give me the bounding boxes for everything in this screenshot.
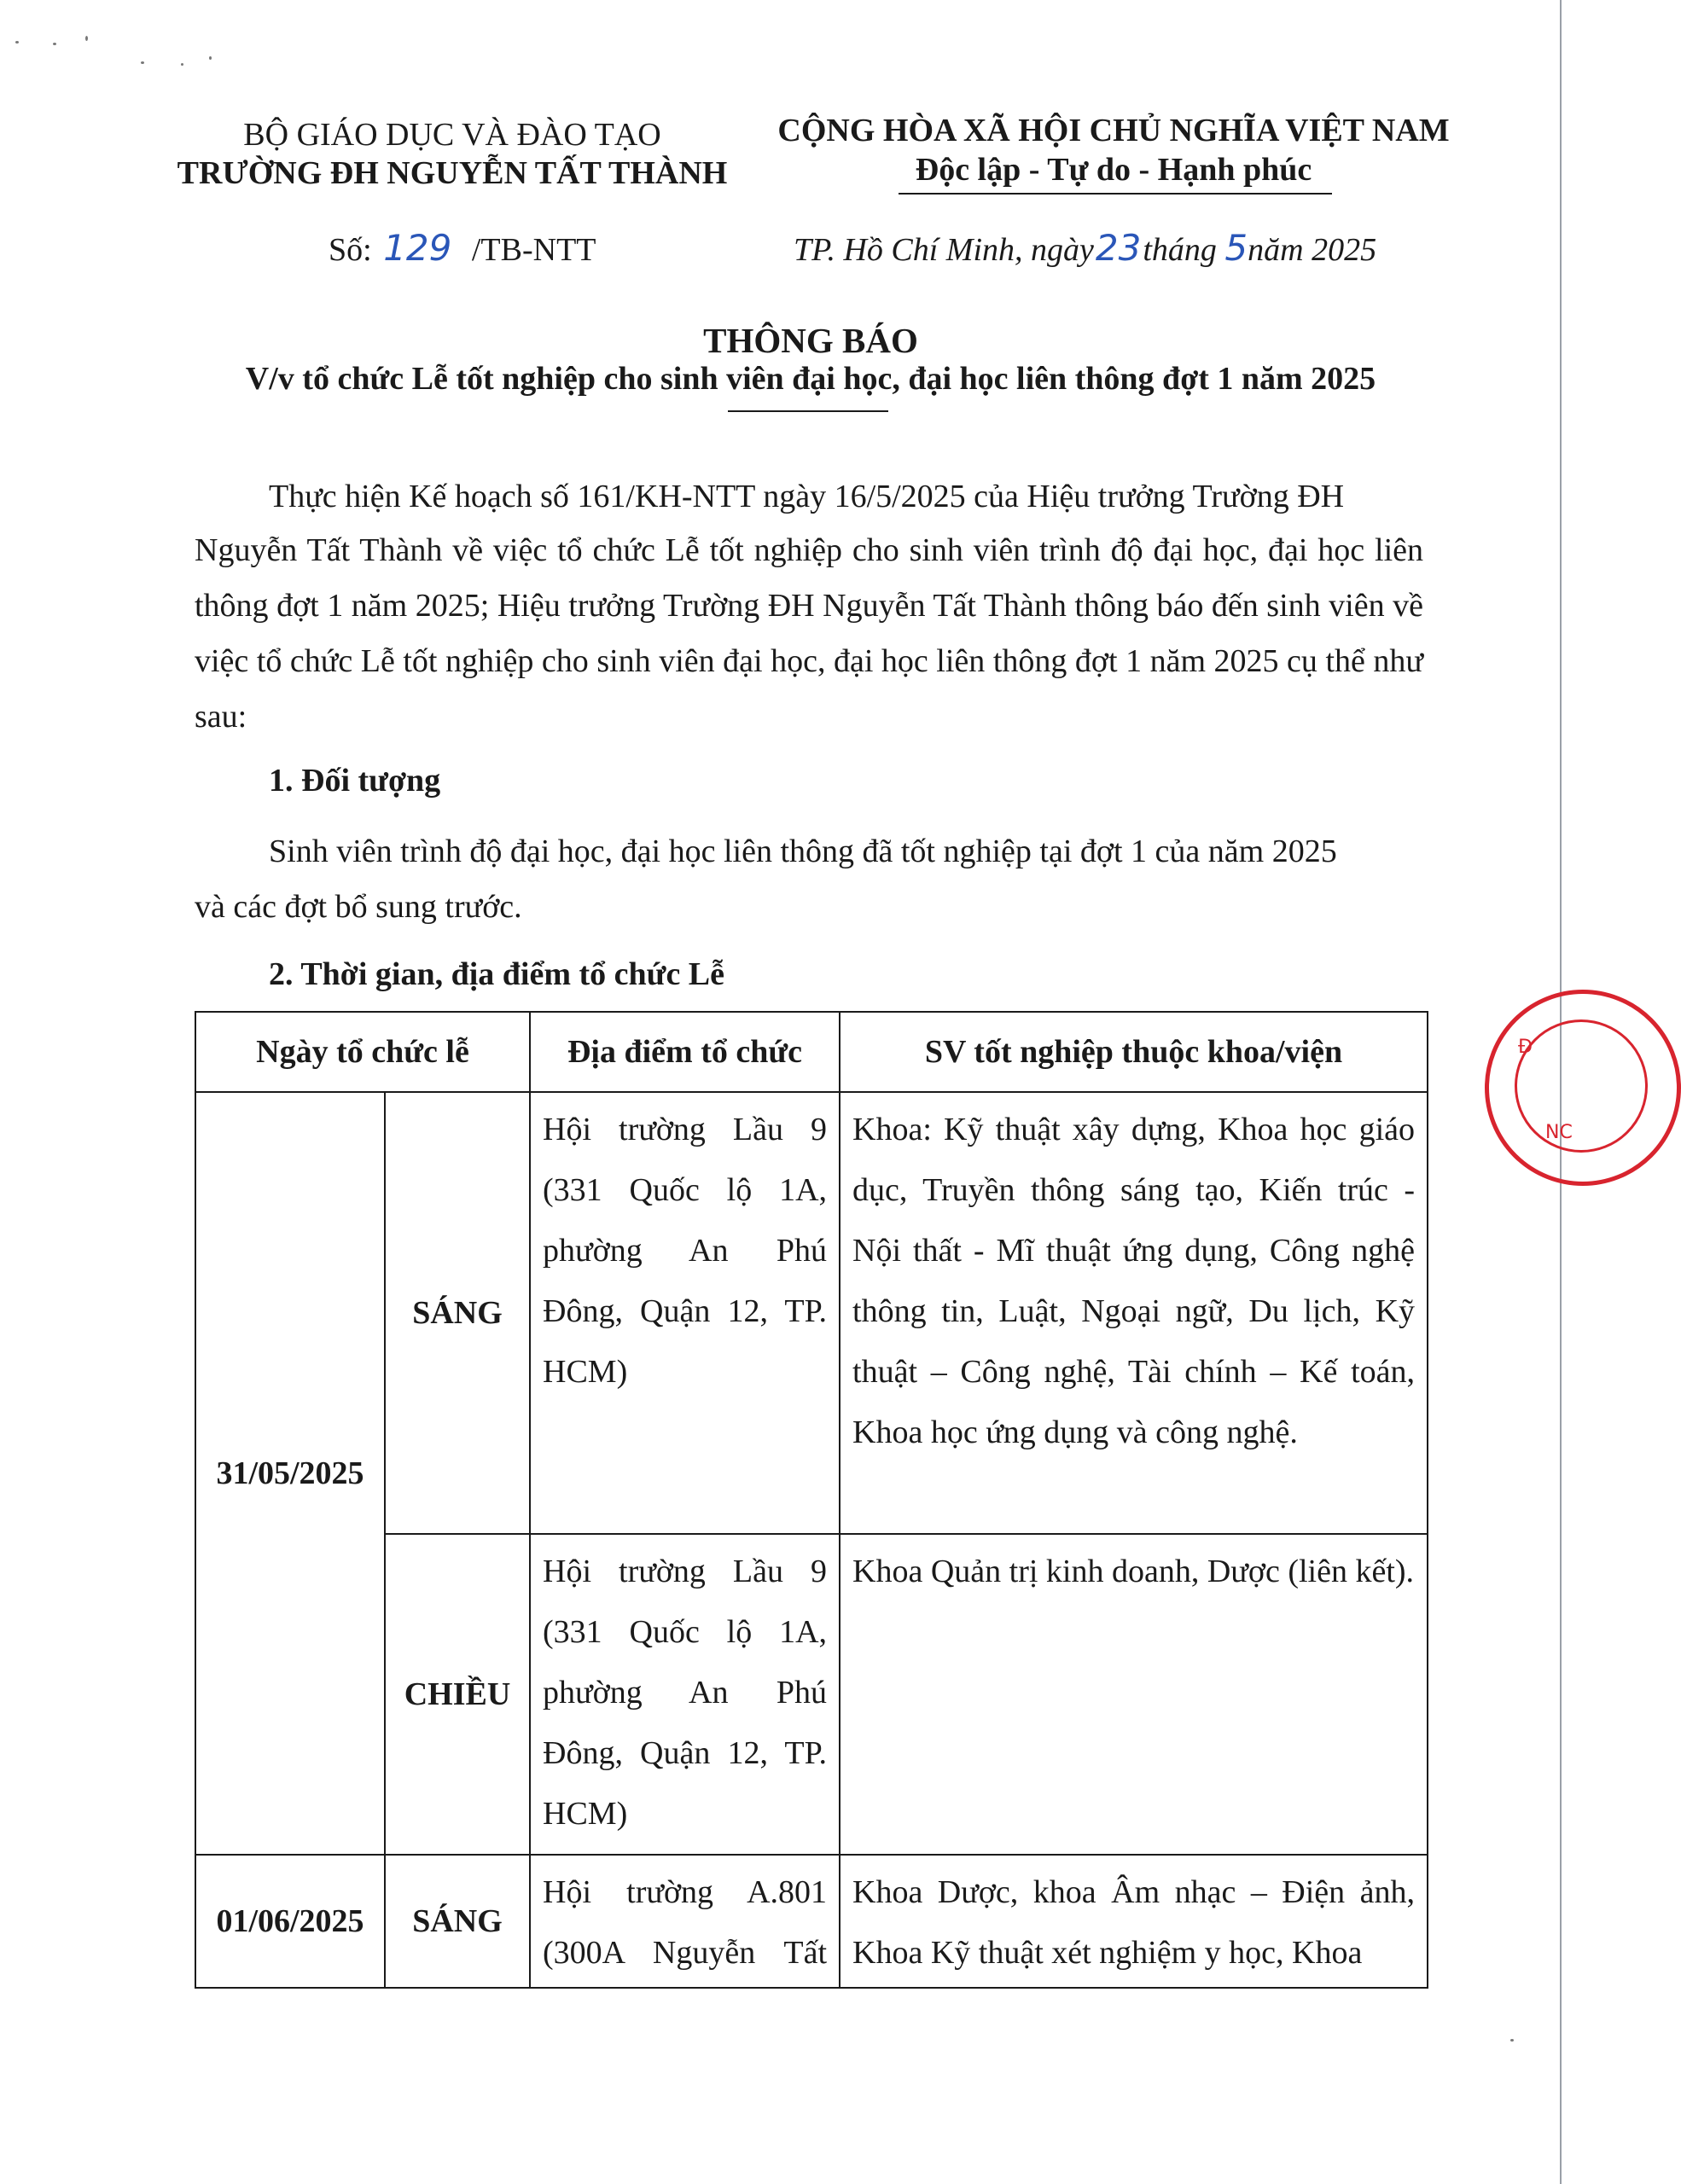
date-cell: 01/06/2025 xyxy=(195,1855,385,1988)
table-row xyxy=(195,1092,1428,1534)
header-location: Địa điểm tổ chức xyxy=(530,1012,840,1092)
schedule-table xyxy=(195,1011,1428,1989)
notice-title: THÔNG BÁO xyxy=(703,321,918,360)
header-faculties: SV tốt nghiệp thuộc khoa/viện xyxy=(840,1012,1428,1092)
location-cell: Hội trường Lầu 9 (331 Quốc lộ 1A, phường An Phú Đông, Quận 12, TP. HCM) xyxy=(530,1534,840,1855)
seal-mark: Ð xyxy=(1518,1037,1533,1058)
section1-line1: Sinh viên trình độ đại học, đại học liên thông đã tốt nghiệp tại đợt 1 của năm 2025 xyxy=(269,834,1337,869)
session-cell: SÁNG xyxy=(385,1092,530,1534)
scan-speck xyxy=(181,63,183,66)
month-label: tháng xyxy=(1143,232,1217,268)
scan-speck xyxy=(15,41,19,44)
subject-underline xyxy=(728,410,888,412)
section1-line2: và các đợt bổ sung trước. xyxy=(195,889,522,925)
scan-speck xyxy=(141,61,144,64)
ministry-name: BỘ GIÁO DỤC VÀ ĐÀO TẠO xyxy=(243,117,661,153)
scan-speck xyxy=(1510,2039,1514,2042)
header-date: Ngày tổ chức lễ xyxy=(195,1012,530,1092)
location-cell: Hội trường A.801 (300A Nguyễn Tất xyxy=(530,1855,840,1988)
notice-subject: V/v tổ chức Lễ tốt nghiệp cho sinh viên đại học, đại học liên thông đợt 1 năm 2025 xyxy=(245,361,1376,397)
scan-speck xyxy=(85,36,88,41)
table-header-row xyxy=(195,1012,1428,1092)
place-date xyxy=(794,229,1376,270)
table-row xyxy=(195,1855,1428,1988)
faculties-cell: Khoa: Kỹ thuật xây dựng, Khoa học giáo dục, Truyền thông sáng tạo, Kiến trúc - Nội thất - Mĩ thuật ứng dụng, Công nghệ thông tin, Luật, Ngoại ngữ, Du lịch, Kỹ thuật – Công nghệ, Tài chính – Kế toán, Khoa học ứng dụng và công nghệ. xyxy=(840,1092,1428,1534)
session-cell: CHIỀU xyxy=(385,1534,530,1855)
faculties-cell: Khoa Dược, khoa Âm nhạc – Điện ảnh, Khoa Kỹ thuật xét nghiệm y học, Khoa xyxy=(840,1855,1428,1988)
handwritten-month: 5 xyxy=(1224,227,1248,269)
number-label: Số: xyxy=(329,232,372,268)
seal-mark: NC xyxy=(1545,1122,1573,1143)
intro-first-line: Thực hiện Kế hoạch số 161/KH-NTT ngày 16/5/2025 của Hiệu trưởng Trường ĐH xyxy=(269,479,1345,514)
handwritten-number: 129 xyxy=(383,227,452,269)
national-motto: Độc lập - Tự do - Hạnh phúc xyxy=(915,152,1312,188)
place-date-prefix: TP. Hồ Chí Minh, ngày xyxy=(794,232,1094,268)
handwritten-day: 23 xyxy=(1095,227,1142,269)
seal-inner-ring xyxy=(1515,1019,1648,1153)
scan-speck xyxy=(209,56,212,60)
section2-heading: 2. Thời gian, địa điểm tổ chức Lễ xyxy=(269,956,725,992)
session-cell: SÁNG xyxy=(385,1855,530,1988)
red-seal xyxy=(1485,990,1681,1186)
location-cell: Hội trường Lầu 9 (331 Quốc lộ 1A, phường An Phú Đông, Quận 12, TP. HCM) xyxy=(530,1092,840,1534)
document-number xyxy=(329,229,596,270)
year-text: năm 2025 xyxy=(1248,232,1377,268)
motto-underline xyxy=(899,193,1332,195)
scan-speck xyxy=(53,43,56,45)
university-name: TRƯỜNG ĐH NGUYỄN TẤT THÀNH xyxy=(177,155,728,191)
number-suffix: /TB-NTT xyxy=(471,232,596,268)
republic-name: CỘNG HÒA XÃ HỘI CHỦ NGHĨA VIỆT NAM xyxy=(777,113,1450,148)
date-cell: 31/05/2025 xyxy=(195,1092,385,1855)
intro-paragraph: Nguyễn Tất Thành về việc tổ chức Lễ tốt nghiệp cho sinh viên trình độ đại học, đại học liên thông đợt 1 năm 2025; Hiệu trưởng Trường ĐH Nguyễn Tất Thành thông báo đến sinh viên về việc tổ chức Lễ tốt nghiệp cho sinh viên đại học, đại học liên thông đợt 1 năm 2025 cụ thể như sau: xyxy=(195,532,1423,735)
faculties-cell: Khoa Quản trị kinh doanh, Dược (liên kết). xyxy=(840,1534,1428,1855)
section1-heading: 1. Đối tượng xyxy=(269,763,441,799)
